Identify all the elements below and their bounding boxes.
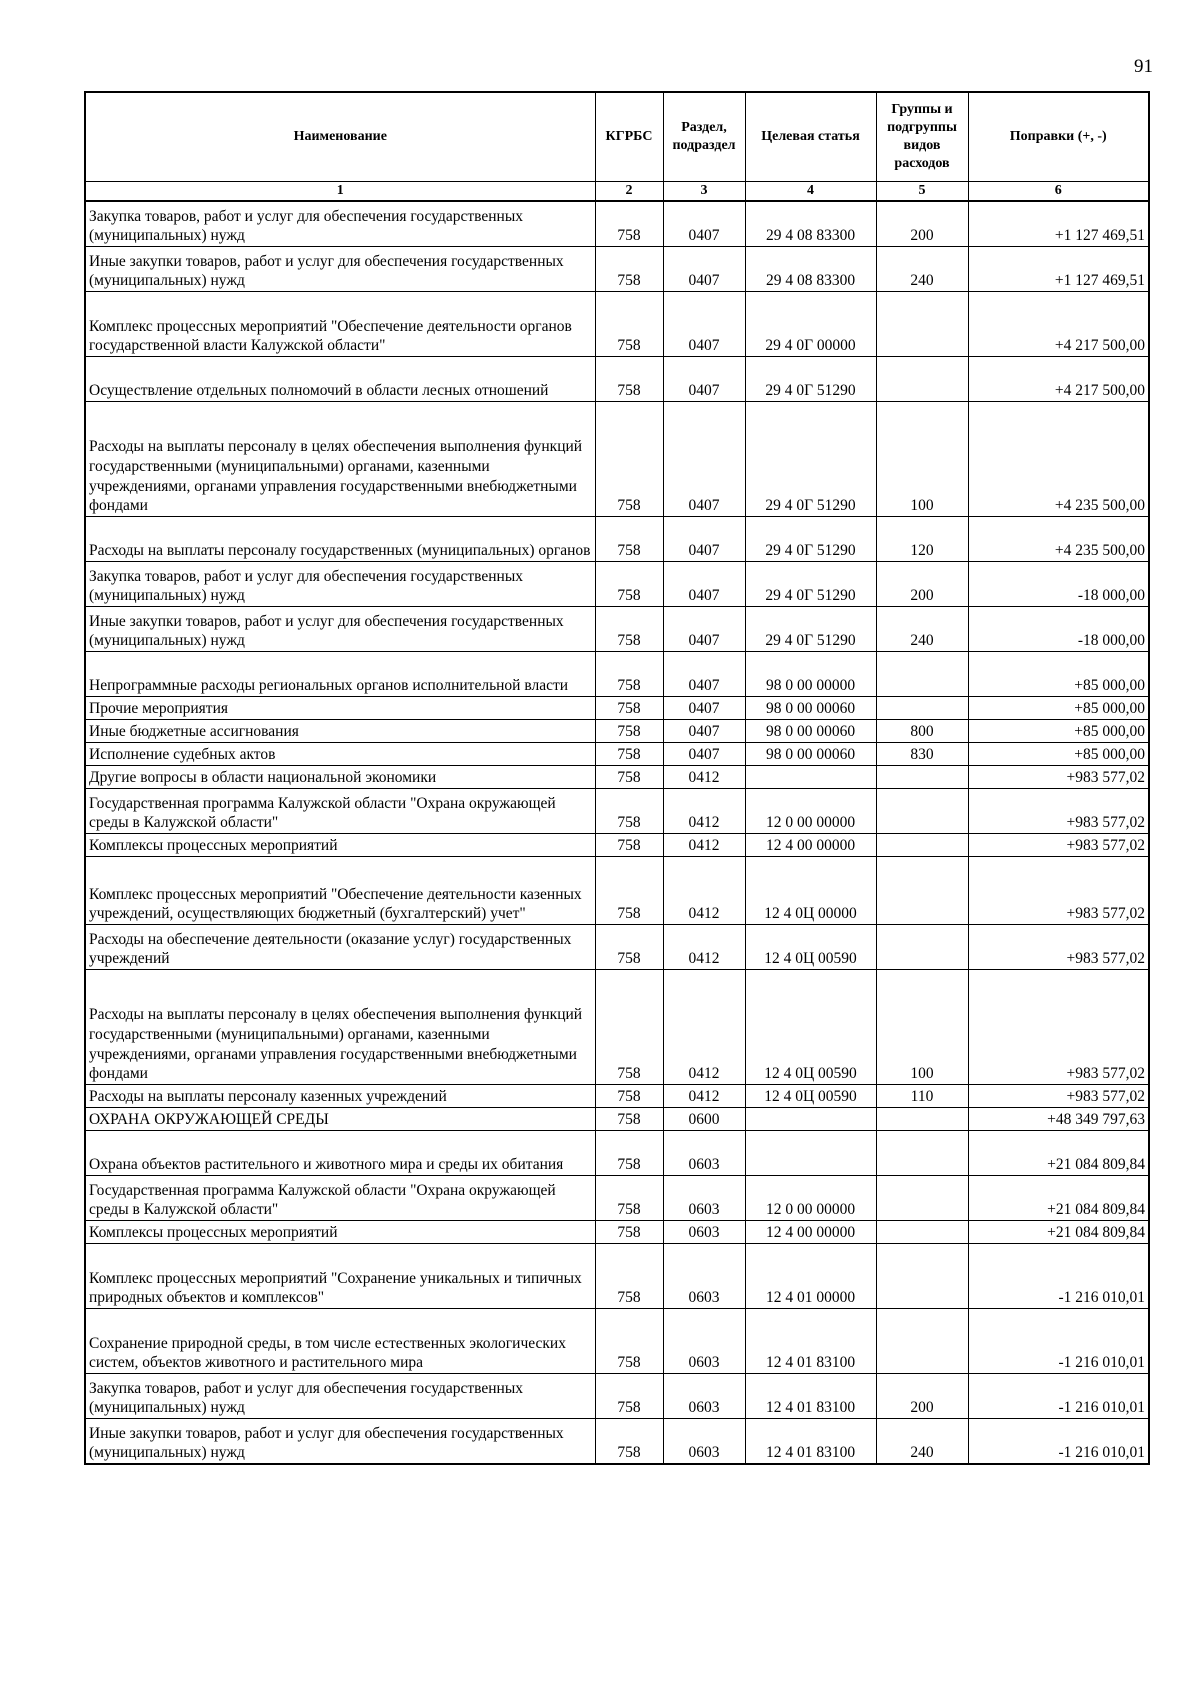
row-name: Расходы на обеспечение деятельности (оказание услуг) государственных учреждений bbox=[85, 925, 595, 970]
row-section: 0412 bbox=[663, 834, 745, 857]
row-target-article: 98 0 00 00060 bbox=[745, 697, 876, 720]
table-row bbox=[85, 857, 1149, 925]
row-target-article: 12 4 0Ц 00590 bbox=[745, 925, 876, 970]
row-section: 0407 bbox=[663, 247, 745, 292]
row-kgrbs: 758 bbox=[595, 925, 663, 970]
row-section: 0603 bbox=[663, 1244, 745, 1309]
row-expense-group: 240 bbox=[876, 1419, 968, 1465]
row-section: 0603 bbox=[663, 1221, 745, 1244]
row-kgrbs: 758 bbox=[595, 1085, 663, 1108]
row-section: 0412 bbox=[663, 970, 745, 1085]
row-kgrbs: 758 bbox=[595, 517, 663, 562]
row-name: Комплексы процессных мероприятий bbox=[85, 1221, 595, 1244]
table-row bbox=[85, 1221, 1149, 1244]
row-section: 0603 bbox=[663, 1131, 745, 1176]
row-target-article: 12 4 01 83100 bbox=[745, 1419, 876, 1465]
row-target-article: 29 4 08 83300 bbox=[745, 247, 876, 292]
row-section: 0412 bbox=[663, 1085, 745, 1108]
row-target-article: 12 4 01 83100 bbox=[745, 1309, 876, 1374]
row-amendment-amount: +1 127 469,51 bbox=[968, 247, 1149, 292]
row-amendment-amount: +983 577,02 bbox=[968, 925, 1149, 970]
row-expense-group bbox=[876, 1176, 968, 1221]
row-name: Комплекс процессных мероприятий "Обеспечение деятельности органов государственной власти Калужской области" bbox=[85, 292, 595, 357]
row-expense-group bbox=[876, 766, 968, 789]
row-section: 0407 bbox=[663, 402, 745, 517]
row-expense-group: 100 bbox=[876, 402, 968, 517]
table-row bbox=[85, 766, 1149, 789]
row-section: 0407 bbox=[663, 607, 745, 652]
row-kgrbs: 758 bbox=[595, 1108, 663, 1131]
row-target-article: 12 0 00 00000 bbox=[745, 789, 876, 834]
row-amendment-amount: +48 349 797,63 bbox=[968, 1108, 1149, 1131]
row-target-article: 12 4 0Ц 00590 bbox=[745, 970, 876, 1085]
table-row bbox=[85, 402, 1149, 517]
table-row bbox=[85, 201, 1149, 247]
column-number: 6 bbox=[968, 181, 1149, 201]
row-target-article: 12 0 00 00000 bbox=[745, 1176, 876, 1221]
row-section: 0600 bbox=[663, 1108, 745, 1131]
row-target-article: 29 4 0Г 51290 bbox=[745, 517, 876, 562]
row-expense-group: 120 bbox=[876, 517, 968, 562]
table-row bbox=[85, 1108, 1149, 1131]
row-expense-group: 110 bbox=[876, 1085, 968, 1108]
row-kgrbs: 758 bbox=[595, 607, 663, 652]
row-name: Другие вопросы в области национальной экономики bbox=[85, 766, 595, 789]
row-kgrbs: 758 bbox=[595, 1221, 663, 1244]
row-expense-group: 240 bbox=[876, 247, 968, 292]
row-target-article: 12 4 0Ц 00000 bbox=[745, 857, 876, 925]
row-target-article: 29 4 0Г 00000 bbox=[745, 292, 876, 357]
row-amendment-amount: +4 217 500,00 bbox=[968, 357, 1149, 402]
row-section: 0603 bbox=[663, 1374, 745, 1419]
page-number: 91 bbox=[1134, 56, 1153, 77]
row-expense-group bbox=[876, 1244, 968, 1309]
row-expense-group bbox=[876, 789, 968, 834]
row-section: 0407 bbox=[663, 201, 745, 247]
row-section: 0407 bbox=[663, 517, 745, 562]
row-amendment-amount: -18 000,00 bbox=[968, 607, 1149, 652]
row-amendment-amount: +21 084 809,84 bbox=[968, 1131, 1149, 1176]
budget-amendments-table bbox=[84, 91, 1150, 1465]
row-amendment-amount: +983 577,02 bbox=[968, 766, 1149, 789]
table-row bbox=[85, 743, 1149, 766]
row-kgrbs: 758 bbox=[595, 743, 663, 766]
table-row bbox=[85, 834, 1149, 857]
column-number: 1 bbox=[85, 181, 595, 201]
row-name: Расходы на выплаты персоналу в целях обеспечения выполнения функций государственными (муниципальными) органами, казенными учреждениями, органами управления государственными внебюджетными фондами bbox=[85, 970, 595, 1085]
row-expense-group: 800 bbox=[876, 720, 968, 743]
row-expense-group bbox=[876, 857, 968, 925]
row-name: Закупка товаров, работ и услуг для обеспечения государственных (муниципальных) нужд bbox=[85, 201, 595, 247]
table-row bbox=[85, 652, 1149, 697]
row-section: 0603 bbox=[663, 1419, 745, 1465]
row-expense-group bbox=[876, 1131, 968, 1176]
row-expense-group bbox=[876, 834, 968, 857]
row-name: Расходы на выплаты персоналу в целях обеспечения выполнения функций государственными (муниципальными) органами, казенными учреждениями, органами управления государственными внебюджетными фондами bbox=[85, 402, 595, 517]
row-name: Закупка товаров, работ и услуг для обеспечения государственных (муниципальных) нужд bbox=[85, 562, 595, 607]
row-amendment-amount: +85 000,00 bbox=[968, 720, 1149, 743]
row-name: Закупка товаров, работ и услуг для обеспечения государственных (муниципальных) нужд bbox=[85, 1374, 595, 1419]
row-target-article: 98 0 00 00060 bbox=[745, 743, 876, 766]
row-kgrbs: 758 bbox=[595, 1309, 663, 1374]
row-name: ОХРАНА ОКРУЖАЮЩЕЙ СРЕДЫ bbox=[85, 1108, 595, 1131]
table-row bbox=[85, 697, 1149, 720]
row-kgrbs: 758 bbox=[595, 201, 663, 247]
row-amendment-amount: -18 000,00 bbox=[968, 562, 1149, 607]
row-section: 0407 bbox=[663, 743, 745, 766]
table-row bbox=[85, 1309, 1149, 1374]
row-kgrbs: 758 bbox=[595, 562, 663, 607]
row-kgrbs: 758 bbox=[595, 834, 663, 857]
row-section: 0412 bbox=[663, 857, 745, 925]
row-target-article: 29 4 0Г 51290 bbox=[745, 402, 876, 517]
row-name: Осуществление отдельных полномочий в области лесных отношений bbox=[85, 357, 595, 402]
row-amendment-amount: +983 577,02 bbox=[968, 970, 1149, 1085]
row-kgrbs: 758 bbox=[595, 697, 663, 720]
row-name: Государственная программа Калужской области "Охрана окружающей среды в Калужской области" bbox=[85, 789, 595, 834]
row-expense-group: 830 bbox=[876, 743, 968, 766]
row-name: Охрана объектов растительного и животного мира и среды их обитания bbox=[85, 1131, 595, 1176]
table-row bbox=[85, 247, 1149, 292]
row-expense-group: 240 bbox=[876, 607, 968, 652]
row-amendment-amount: -1 216 010,01 bbox=[968, 1374, 1149, 1419]
table-row bbox=[85, 1419, 1149, 1465]
row-name: Комплексы процессных мероприятий bbox=[85, 834, 595, 857]
row-expense-group bbox=[876, 292, 968, 357]
header-kgrbs: КГРБС bbox=[595, 92, 663, 181]
column-number: 3 bbox=[663, 181, 745, 201]
row-expense-group bbox=[876, 925, 968, 970]
row-expense-group: 100 bbox=[876, 970, 968, 1085]
table-row bbox=[85, 720, 1149, 743]
row-target-article: 12 4 00 00000 bbox=[745, 834, 876, 857]
row-kgrbs: 758 bbox=[595, 720, 663, 743]
column-number: 2 bbox=[595, 181, 663, 201]
row-name: Непрограммные расходы региональных органов исполнительной власти bbox=[85, 652, 595, 697]
row-section: 0412 bbox=[663, 789, 745, 834]
row-kgrbs: 758 bbox=[595, 1374, 663, 1419]
row-kgrbs: 758 bbox=[595, 652, 663, 697]
table-body bbox=[85, 201, 1149, 1464]
row-target-article bbox=[745, 766, 876, 789]
row-amendment-amount: +21 084 809,84 bbox=[968, 1221, 1149, 1244]
row-section: 0407 bbox=[663, 652, 745, 697]
row-expense-group bbox=[876, 652, 968, 697]
row-section: 0407 bbox=[663, 357, 745, 402]
row-name: Иные закупки товаров, работ и услуг для обеспечения государственных (муниципальных) нужд bbox=[85, 607, 595, 652]
row-expense-group bbox=[876, 1221, 968, 1244]
row-expense-group: 200 bbox=[876, 562, 968, 607]
row-name: Иные бюджетные ассигнования bbox=[85, 720, 595, 743]
row-name: Сохранение природной среды, в том числе естественных экологических систем, объектов животного и растительного мира bbox=[85, 1309, 595, 1374]
table-row bbox=[85, 925, 1149, 970]
row-section: 0407 bbox=[663, 720, 745, 743]
row-kgrbs: 758 bbox=[595, 1131, 663, 1176]
row-amendment-amount: +983 577,02 bbox=[968, 834, 1149, 857]
row-section: 0412 bbox=[663, 766, 745, 789]
row-section: 0603 bbox=[663, 1176, 745, 1221]
row-expense-group bbox=[876, 357, 968, 402]
column-number: 4 bbox=[745, 181, 876, 201]
row-amendment-amount: -1 216 010,01 bbox=[968, 1309, 1149, 1374]
row-name: Расходы на выплаты персоналу государственных (муниципальных) органов bbox=[85, 517, 595, 562]
row-section: 0407 bbox=[663, 697, 745, 720]
row-amendment-amount: +4 235 500,00 bbox=[968, 402, 1149, 517]
row-section: 0603 bbox=[663, 1309, 745, 1374]
row-amendment-amount: -1 216 010,01 bbox=[968, 1244, 1149, 1309]
row-expense-group: 200 bbox=[876, 201, 968, 247]
column-number: 5 bbox=[876, 181, 968, 201]
row-kgrbs: 758 bbox=[595, 1244, 663, 1309]
table-row bbox=[85, 292, 1149, 357]
row-target-article: 29 4 0Г 51290 bbox=[745, 607, 876, 652]
header-amendments: Поправки (+, -) bbox=[968, 92, 1149, 181]
table-row bbox=[85, 1244, 1149, 1309]
row-amendment-amount: +983 577,02 bbox=[968, 789, 1149, 834]
table-row bbox=[85, 1176, 1149, 1221]
row-name: Прочие мероприятия bbox=[85, 697, 595, 720]
table-row bbox=[85, 1085, 1149, 1108]
row-target-article: 29 4 08 83300 bbox=[745, 201, 876, 247]
row-amendment-amount: +85 000,00 bbox=[968, 743, 1149, 766]
row-kgrbs: 758 bbox=[595, 1419, 663, 1465]
row-kgrbs: 758 bbox=[595, 247, 663, 292]
row-kgrbs: 758 bbox=[595, 292, 663, 357]
header-target: Целевая статья bbox=[745, 92, 876, 181]
row-target-article: 12 4 01 83100 bbox=[745, 1374, 876, 1419]
row-kgrbs: 758 bbox=[595, 1176, 663, 1221]
row-target-article: 29 4 0Г 51290 bbox=[745, 357, 876, 402]
row-amendment-amount: +983 577,02 bbox=[968, 1085, 1149, 1108]
header-section: Раздел, подраздел bbox=[663, 92, 745, 181]
row-amendment-amount: -1 216 010,01 bbox=[968, 1419, 1149, 1465]
row-target-article: 98 0 00 00060 bbox=[745, 720, 876, 743]
table-row bbox=[85, 1374, 1149, 1419]
row-expense-group bbox=[876, 1108, 968, 1131]
row-amendment-amount: +85 000,00 bbox=[968, 652, 1149, 697]
header-name: Наименование bbox=[85, 92, 595, 181]
table-row bbox=[85, 607, 1149, 652]
row-amendment-amount: +21 084 809,84 bbox=[968, 1176, 1149, 1221]
table-row bbox=[85, 562, 1149, 607]
column-number-row bbox=[85, 181, 1149, 201]
row-target-article: 12 4 01 00000 bbox=[745, 1244, 876, 1309]
row-name: Расходы на выплаты персоналу казенных учреждений bbox=[85, 1085, 595, 1108]
row-target-article: 98 0 00 00000 bbox=[745, 652, 876, 697]
row-name: Государственная программа Калужской области "Охрана окружающей среды в Калужской области" bbox=[85, 1176, 595, 1221]
row-target-article: 12 4 00 00000 bbox=[745, 1221, 876, 1244]
row-kgrbs: 758 bbox=[595, 357, 663, 402]
table-row bbox=[85, 517, 1149, 562]
row-section: 0412 bbox=[663, 925, 745, 970]
row-name: Комплекс процессных мероприятий "Сохранение уникальных и типичных природных объектов и комплексов" bbox=[85, 1244, 595, 1309]
row-section: 0407 bbox=[663, 292, 745, 357]
row-kgrbs: 758 bbox=[595, 402, 663, 517]
row-name: Комплекс процессных мероприятий "Обеспечение деятельности казенных учреждений, осуществляющих бюджетный (бухгалтерский) учет" bbox=[85, 857, 595, 925]
table-row bbox=[85, 357, 1149, 402]
table-row bbox=[85, 970, 1149, 1085]
row-section: 0407 bbox=[663, 562, 745, 607]
row-expense-group: 200 bbox=[876, 1374, 968, 1419]
row-target-article bbox=[745, 1131, 876, 1176]
row-target-article bbox=[745, 1108, 876, 1131]
row-kgrbs: 758 bbox=[595, 970, 663, 1085]
table-row bbox=[85, 789, 1149, 834]
row-name: Иные закупки товаров, работ и услуг для обеспечения государственных (муниципальных) нужд bbox=[85, 247, 595, 292]
row-name: Исполнение судебных актов bbox=[85, 743, 595, 766]
row-kgrbs: 758 bbox=[595, 789, 663, 834]
row-amendment-amount: +983 577,02 bbox=[968, 857, 1149, 925]
row-target-article: 12 4 0Ц 00590 bbox=[745, 1085, 876, 1108]
row-amendment-amount: +1 127 469,51 bbox=[968, 201, 1149, 247]
header-groups: Группы и подгруппы видов расходов bbox=[876, 92, 968, 181]
row-expense-group bbox=[876, 1309, 968, 1374]
row-name: Иные закупки товаров, работ и услуг для обеспечения государственных (муниципальных) нужд bbox=[85, 1419, 595, 1465]
row-expense-group bbox=[876, 697, 968, 720]
table-row bbox=[85, 1131, 1149, 1176]
row-kgrbs: 758 bbox=[595, 857, 663, 925]
table-header-row bbox=[85, 92, 1149, 181]
row-target-article: 29 4 0Г 51290 bbox=[745, 562, 876, 607]
row-amendment-amount: +4 235 500,00 bbox=[968, 517, 1149, 562]
row-amendment-amount: +85 000,00 bbox=[968, 697, 1149, 720]
row-amendment-amount: +4 217 500,00 bbox=[968, 292, 1149, 357]
row-kgrbs: 758 bbox=[595, 766, 663, 789]
